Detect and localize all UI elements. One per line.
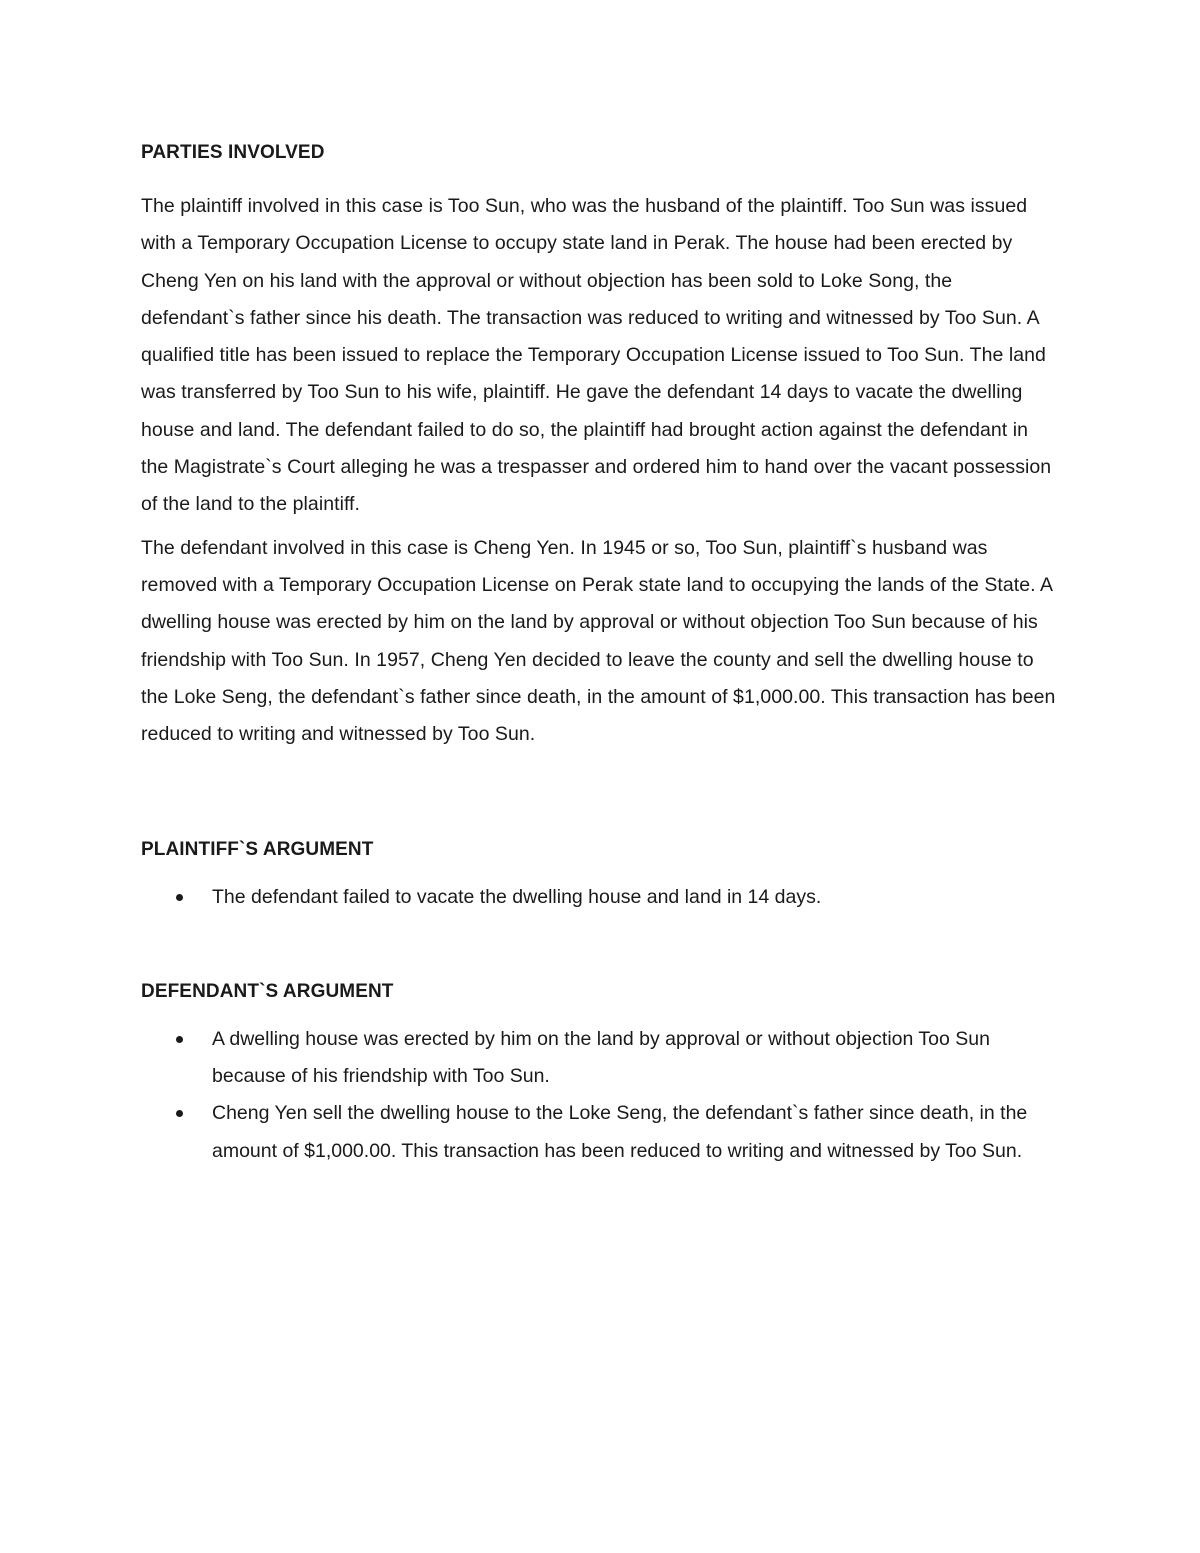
list-item (141, 879, 1059, 916)
document-page (141, 138, 1059, 1170)
list-item (141, 1021, 1059, 1096)
list-item (141, 1095, 1059, 1170)
plaintiff-argument-list (141, 879, 1059, 916)
section-title-parties-involved: PARTIES INVOLVED (141, 142, 325, 163)
list-item-text: A dwelling house was erected by him on the land by approval or without objection Too Sun because of his friendship with Too Sun. (212, 1027, 990, 1088)
paragraph-plaintiff: The plaintiff involved in this case is Too Sun, who was the husband of the plaintiff. Too Sun was issued with a Temporary Occupation License to occupy state land in Perak. The house had been erected by Cheng Yen on his land with the approval or without objection has been sold to Loke Song, the defendant`s father since his death. The transaction was reduced to writing and witnessed by Too Sun. A qualified title has been issued to replace the Temporary Occupation License issued to Too Sun. The land was transferred by Too Sun to his wife, plaintiff. He gave the defendant 14 days to vacate the dwelling house and land. The defendant failed to do so, the plaintiff had brought action against the defendant in the Magistrate`s Court alleging he was a trespasser and ordered him to hand over the vacant possession of the land to the plaintiff. (141, 195, 1052, 516)
list-item-text: The defendant failed to vacate the dwelling house and land in 14 days. (212, 886, 822, 909)
bullet-icon (176, 1036, 183, 1043)
defendant-argument-list (141, 1021, 1059, 1170)
list-item-text: Cheng Yen sell the dwelling house to the Loke Seng, the defendant`s father since death, in the amount of $1,000.00. This transaction has been reduced to writing and witnessed by Too Sun. (212, 1102, 1028, 1162)
section-title-plaintiff-argument: PLAINTIFF`S ARGUMENT (141, 839, 374, 861)
bullet-icon (176, 1110, 183, 1117)
bullet-icon (176, 894, 183, 901)
section-title-defendant-argument: DEFENDANT`S ARGUMENT (141, 980, 394, 1002)
paragraph-defendant: The defendant involved in this case is Cheng Yen. In 1945 or so, Too Sun, plaintiff`s husband was removed with a Temporary Occupation License on Perak state land to occupying the lands of the State. A dwelling house was erected by him on the land by approval or without objection Too Sun because of his friendship with Too Sun. In 1957, Cheng Yen decided to leave the county and sell the dwelling house to the Loke Seng, the defendant`s father since death, in the amount of $1,000.00. This transaction has been reduced to writing and witnessed by Too Sun. (141, 536, 1056, 746)
